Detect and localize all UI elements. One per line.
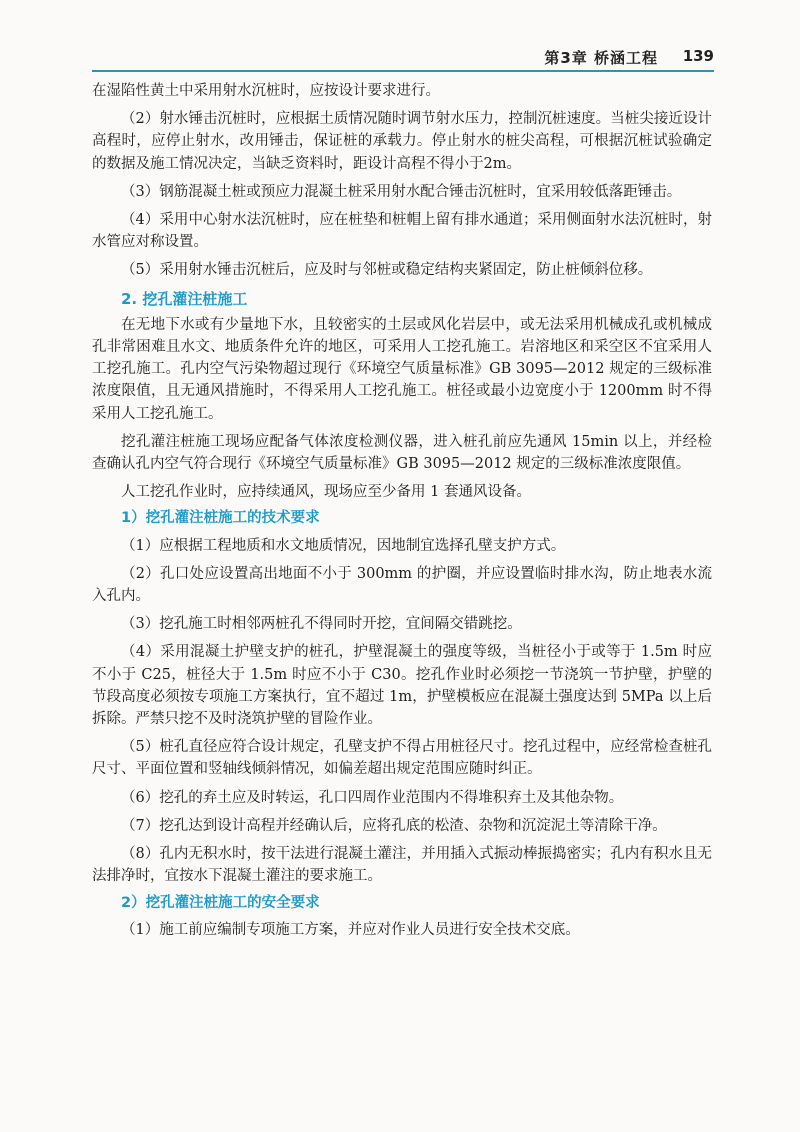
paragraph: （6）挖孔的弃土应及时转运，孔口四周作业范围内不得堆积弃土及其他杂物。 [121, 789, 624, 806]
page-number: 139 [682, 47, 714, 65]
paragraph: （5）桩孔直径应符合设计规定，孔壁支护不得占用桩径尺寸。挖孔过程中，应经常检查桩孔尺寸、平面位置和竖轴线倾斜情况，如偏差超出规定范围应随时纠正。 [92, 739, 712, 778]
paragraph: （3）挖孔施工时相邻两桩孔不得同时开挖，宜间隔交错跳挖。 [121, 616, 522, 633]
paragraph: （2）孔口处应设置高出地面不小于 300mm 的护圈，并应设置临时排水沟，防止地表水流入孔内。 [92, 565, 712, 605]
paragraph: （3）钢筋混凝土桩或预应力混凝土桩采用射水配合锤击沉桩时，宜采用较低落距锤击。 [121, 183, 682, 200]
paragraph: （8）孔内无积水时，按干法进行混凝土灌注，并用插入式振动棒振捣密实；孔内有积水且无法排净时，宜按水下混凝土灌注的要求施工。 [92, 846, 712, 885]
paragraph: （4）采用中心射水法沉桩时，应在桩垫和桩帽上留有排水通道；采用侧面射水法沉桩时，射水管应对称设置。 [92, 212, 712, 251]
paragraph: （4）采用混凝土护壁支护的桩孔，护壁混凝土的强度等级，当桩径小于或等于 1.5m 时应不小于 C25，桩径大于 1.5m 时应不小于 C30。挖孔作业时必须挖一节浇筑一节护壁，护壁的节段高度必须按专项施工方案执行，宜不超过 1m，护壁模板应在混凝土强度达到 5MPa 以上后拆除。严禁只挖不及时浇筑护壁的冒险作业。 [92, 644, 712, 728]
subsection-heading: 1）挖孔灌注桩施工的技术要求 [121, 510, 320, 527]
page-body [92, 80, 712, 947]
paragraph: （1）施工前应编制专项施工方案，并应对作业人员进行安全技术交底。 [121, 921, 580, 938]
paragraph: （7）挖孔达到设计高程并经确认后，应将孔底的松渣、杂物和沉淀泥土等清除干净。 [121, 817, 667, 834]
chapter-title: 第3章 桥涵工程 [544, 49, 658, 67]
paragraph: 在湿陷性黄土中采用射水沉桩时，应按设计要求进行。 [92, 83, 440, 99]
paragraph: 在无地下水或有少量地下水，且较密实的土层或风化岩层中，或无法采用机械成孔或机械成孔非常困难且水文、地质条件允许的地区，可采用人工挖孔施工。岩溶地区和采空区不宜采用人工挖孔施工。孔内空气污染物超过现行《环境空气质量标准》GB 3095—2012 规定的三级标准浓度限值，且无通风措施时，不得采用人工挖孔施工。桩径或最小边宽度小于 1200mm 时不得采用人工挖孔施工。 [92, 316, 712, 422]
paragraph: （1）应根据工程地质和水文地质情况，因地制宜选择孔壁支护方式。 [121, 537, 566, 554]
paragraph: 人工挖孔作业时，应持续通风，现场应至少备用 1 套通风设备。 [121, 484, 531, 501]
subsection-heading: 2）挖孔灌注桩施工的安全要求 [121, 894, 320, 911]
paragraph: 挖孔灌注桩施工现场应配备气体浓度检测仪器，进入桩孔前应先通风 15min 以上，并经检查确认孔内空气符合现行《环境空气质量标准》GB 3095—2012 规定的三级标准浓度限值。 [92, 433, 712, 473]
paragraph: （5）采用射水锤击沉桩后，应及时与邻桩或稳定结构夹紧固定，防止桩倾斜位移。 [121, 262, 653, 279]
page-header [92, 46, 714, 72]
paragraph: （2）射水锤击沉桩时，应根据土质情况随时调节射水压力，控制沉桩速度。当桩尖接近设计高程时，应停止射水，改用锤击，保证桩的承载力。停止射水的桩尖高程，可根据沉桩试验确定的数据及施工情况决定，当缺乏资料时，距设计高程不得小于2m。 [92, 111, 712, 172]
section-heading: 2. 挖孔灌注桩施工 [121, 289, 248, 308]
